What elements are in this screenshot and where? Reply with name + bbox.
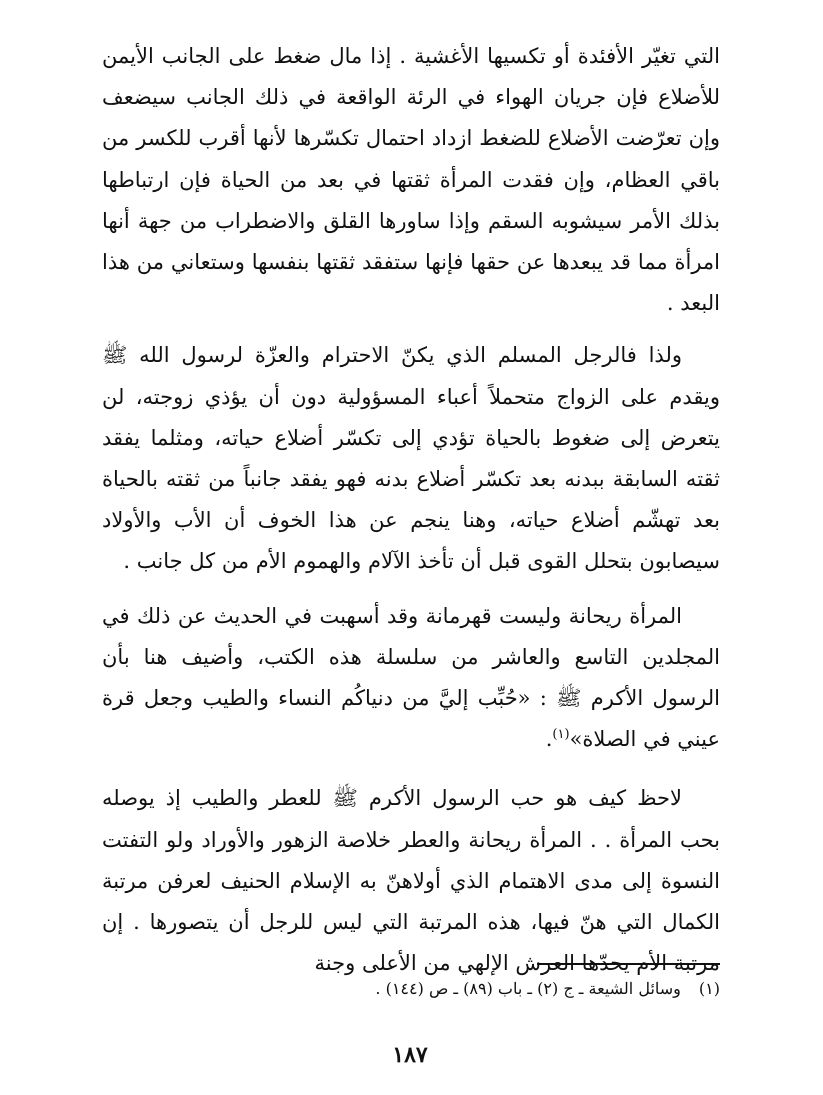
footnote-divider (537, 963, 720, 965)
paragraph-3-end: . (545, 727, 553, 752)
footnote-text: وسائل الشيعة ـ ج (٢) ـ باب (٨٩) ـ ص (١٤٤) . (375, 979, 681, 998)
footnote-reference[interactable]: (١) (552, 727, 570, 743)
paragraph-4: لاحظ كيف هو حب الرسول الأكرم ﷺ للعطر والطيب إذ يوصله بحب المرأة . . المرأة ريحانة والعطر خلاصة الزهور والأوراد ولو التفتت النسوة إلى مدى الاهتمام الذي أولاهنّ به الإسلام الحنيف لعرفن مرتبة الكمال التي هنّ فيها، هذه المرتبة التي ليس للرجل أن يتصورها . إن مرتبة الأم يحدّها العرش الإلهي من الأعلى وجنة (102, 786, 720, 976)
footnote (300, 976, 720, 1002)
page-number: ١٨٧ (392, 1042, 428, 1068)
paragraph-3-text: المرأة ريحانة وليست قهرمانة وقد أسهبت في الحديث عن ذلك في المجلدين التاسع والعاشر من سلسلة هذه الكتب، وأضيف هنا بأن الرسول الأكرم ﷺ : «حُبِّب إليَّ من دنياكُم النساء والطيب وجعل قرة عيني في الصلاة» (102, 603, 720, 752)
paragraph-3 (102, 596, 720, 761)
paragraph-2: ولذا فالرجل المسلم الذي يكنّ الاحترام والعزّة لرسول الله ﷺ ويقدم على الزواج متحملاً أعباء المسؤولية دون أن يؤذي زوجته، لن يتعرض إلى ضغوط بالحياة تؤدي إلى تكسّر أضلاع حياته، ومثلما يفقد ثقته السابقة ببدنه بعد تكسّر أضلاع بدنه فهو يفقد جانباً من ثقته بالحياة بعد تهشّم أضلاع حياته، وهنا ينجم عن هذا الخوف أن الأب والأولاد سيصابون بتحلل القوى قبل أن تأخذ الآلام والهموم الأم من كل جانب . (102, 343, 720, 574)
page-body (102, 36, 720, 984)
paragraph-1: التي تغيّر الأفئدة أو تكسيها الأغشية . إذا مال ضغط على الجانب الأيمن للأضلاع فإن جريان الهواء في الرئة الواقعة في ذلك الجانب سيضعف وإن تعرّضت الأضلاع للضغط ازداد احتمال تكسّرها لأنها أقرب للكسر من باقي العظام، وإن فقدت المرأة ثقتها في بعد من الحياة فإن ارتباطها بذلك الأمر سيشوبه السقم وإذا ساورها القلق والاضطراب من جهة أنها امرأة مما قد يبعدها عن حقها فإنها ستفقد ثقتها بنفسها وستعاني من هذا البعد . (102, 44, 720, 316)
footnote-number: (١) (698, 979, 720, 998)
